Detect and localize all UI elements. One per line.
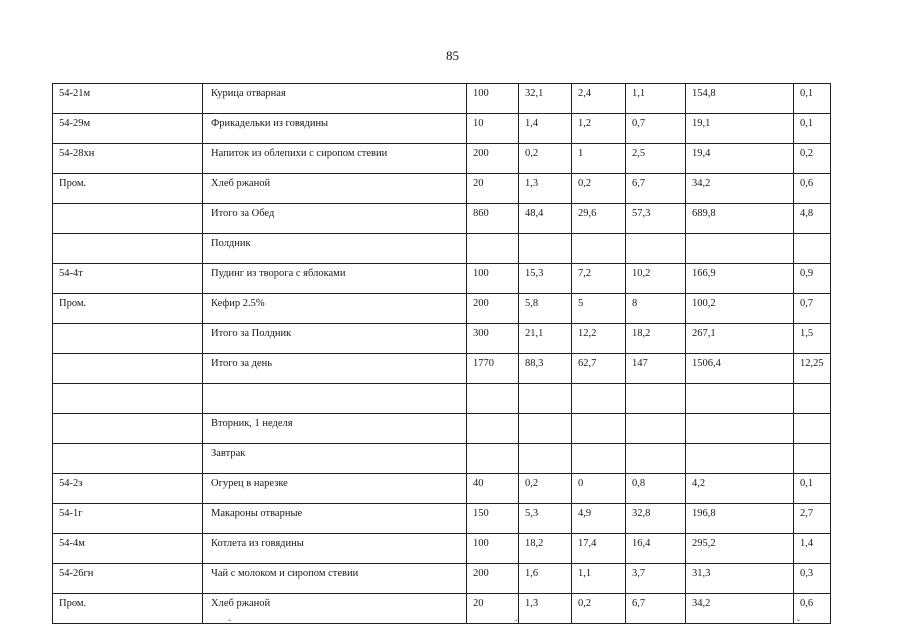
table-row <box>53 594 831 624</box>
cell-dish-name: Напиток из облепихи с сиропом стевии <box>203 144 467 174</box>
cell-quantity: 100 <box>467 534 519 564</box>
cell-carbs: 3,7 <box>626 564 686 594</box>
cell-code: 54-4т <box>53 264 203 294</box>
cell-dish-name: Огурец в нарезке <box>203 474 467 504</box>
cell-energy: 19,1 <box>686 114 794 144</box>
cell-fat: 62,7 <box>572 354 626 384</box>
cell-vitamin <box>794 414 831 444</box>
cell-dish-name: Итого за день <box>203 354 467 384</box>
cell-dish-name: Пудинг из творога с яблоками <box>203 264 467 294</box>
cell-carbs: 1,1 <box>626 84 686 114</box>
cell-vitamin: 0,1 <box>794 84 831 114</box>
cell-fat: 0,2 <box>572 594 626 624</box>
cell-code: 54-26гн <box>53 564 203 594</box>
cell-code <box>53 354 203 384</box>
cell-energy: 19,4 <box>686 144 794 174</box>
cell-code: 54-1г <box>53 504 203 534</box>
cell-dish-name: Котлета из говядины <box>203 534 467 564</box>
cell-carbs: 8 <box>626 294 686 324</box>
cell-energy: 31,3 <box>686 564 794 594</box>
cell-fat <box>572 444 626 474</box>
cell-code: 54-4м <box>53 534 203 564</box>
cell-protein: 15,3 <box>519 264 572 294</box>
table-row <box>53 354 831 384</box>
cell-quantity: 20 <box>467 594 519 624</box>
cell-quantity: 40 <box>467 474 519 504</box>
cell-protein: 1,3 <box>519 594 572 624</box>
cell-protein: 1,3 <box>519 174 572 204</box>
table-row <box>53 444 831 474</box>
cell-protein: 32,1 <box>519 84 572 114</box>
cell-dish-name: Итого за Полдник <box>203 324 467 354</box>
cell-code: 54-2з <box>53 474 203 504</box>
cell-carbs <box>626 444 686 474</box>
cell-vitamin: 0,1 <box>794 114 831 144</box>
cell-vitamin: 2,7 <box>794 504 831 534</box>
cell-energy: 196,8 <box>686 504 794 534</box>
cell-protein: 5,3 <box>519 504 572 534</box>
cell-carbs: 6,7 <box>626 594 686 624</box>
cell-vitamin <box>794 384 831 414</box>
cell-protein: 1,6 <box>519 564 572 594</box>
cell-code <box>53 444 203 474</box>
cell-vitamin: 0,9 <box>794 264 831 294</box>
cell-quantity <box>467 234 519 264</box>
menu-table <box>52 83 831 624</box>
cell-dish-name: Хлеб ржаной <box>203 594 467 624</box>
cell-quantity: 200 <box>467 144 519 174</box>
cell-energy: 154,8 <box>686 84 794 114</box>
cell-protein: 1,4 <box>519 114 572 144</box>
cell-protein: 0,2 <box>519 144 572 174</box>
cell-carbs: 16,4 <box>626 534 686 564</box>
cell-code <box>53 384 203 414</box>
cell-quantity: 300 <box>467 324 519 354</box>
page-number: 85 <box>446 48 459 63</box>
cell-vitamin: 12,25 <box>794 354 831 384</box>
cell-carbs: 0,8 <box>626 474 686 504</box>
cell-energy: 4,2 <box>686 474 794 504</box>
cell-quantity: 860 <box>467 204 519 234</box>
cell-fat: 29,6 <box>572 204 626 234</box>
cell-quantity: 100 <box>467 84 519 114</box>
cell-carbs: 57,3 <box>626 204 686 234</box>
cell-carbs: 32,8 <box>626 504 686 534</box>
cell-carbs <box>626 414 686 444</box>
table-row <box>53 174 831 204</box>
cell-fat <box>572 384 626 414</box>
cell-protein <box>519 384 572 414</box>
cell-protein: 48,4 <box>519 204 572 234</box>
cell-vitamin <box>794 234 831 264</box>
cell-energy <box>686 384 794 414</box>
cell-protein <box>519 234 572 264</box>
scan-mark: ˇ <box>515 618 518 628</box>
cell-fat: 1,1 <box>572 564 626 594</box>
cell-quantity: 200 <box>467 564 519 594</box>
cell-dish-name: Чай с молоком и сиропом стевии <box>203 564 467 594</box>
cell-carbs: 147 <box>626 354 686 384</box>
table-row <box>53 204 831 234</box>
scan-mark: ˇ <box>797 618 800 628</box>
cell-carbs: 18,2 <box>626 324 686 354</box>
cell-energy: 100,2 <box>686 294 794 324</box>
table-row <box>53 504 831 534</box>
cell-dish-name: Кефир 2.5% <box>203 294 467 324</box>
cell-quantity: 20 <box>467 174 519 204</box>
cell-carbs <box>626 234 686 264</box>
table-row <box>53 114 831 144</box>
cell-fat: 12,2 <box>572 324 626 354</box>
cell-energy: 34,2 <box>686 174 794 204</box>
cell-protein <box>519 444 572 474</box>
table-row <box>53 324 831 354</box>
cell-energy: 34,2 <box>686 594 794 624</box>
table-row <box>53 84 831 114</box>
cell-code <box>53 234 203 264</box>
cell-carbs: 0,7 <box>626 114 686 144</box>
cell-dish-name <box>203 384 467 414</box>
cell-dish-name: Курица отварная <box>203 84 467 114</box>
cell-fat: 5 <box>572 294 626 324</box>
cell-carbs <box>626 384 686 414</box>
cell-vitamin: 1,5 <box>794 324 831 354</box>
table-row <box>53 384 831 414</box>
cell-quantity: 100 <box>467 264 519 294</box>
cell-quantity: 1770 <box>467 354 519 384</box>
cell-code: Пром. <box>53 594 203 624</box>
cell-fat <box>572 414 626 444</box>
table-row <box>53 144 831 174</box>
cell-carbs: 10,2 <box>626 264 686 294</box>
cell-code: Пром. <box>53 174 203 204</box>
cell-dish-name: Фрикадельки из говядины <box>203 114 467 144</box>
cell-code <box>53 414 203 444</box>
cell-energy: 1506,4 <box>686 354 794 384</box>
cell-energy: 295,2 <box>686 534 794 564</box>
cell-code: 54-21м <box>53 84 203 114</box>
cell-protein: 5,8 <box>519 294 572 324</box>
cell-protein: 18,2 <box>519 534 572 564</box>
cell-energy <box>686 444 794 474</box>
cell-energy <box>686 234 794 264</box>
cell-code: Пром. <box>53 294 203 324</box>
cell-quantity <box>467 384 519 414</box>
cell-fat: 4,9 <box>572 504 626 534</box>
cell-fat: 7,2 <box>572 264 626 294</box>
cell-quantity: 10 <box>467 114 519 144</box>
cell-quantity <box>467 444 519 474</box>
cell-protein: 88,3 <box>519 354 572 384</box>
cell-dish-name: Макароны отварные <box>203 504 467 534</box>
table-row <box>53 234 831 264</box>
cell-dish-name: Хлеб ржаной <box>203 174 467 204</box>
cell-vitamin: 0,1 <box>794 474 831 504</box>
cell-quantity: 200 <box>467 294 519 324</box>
cell-energy: 166,9 <box>686 264 794 294</box>
cell-fat: 2,4 <box>572 84 626 114</box>
cell-energy: 689,8 <box>686 204 794 234</box>
table-row <box>53 264 831 294</box>
cell-dish-name: Итого за Обед <box>203 204 467 234</box>
cell-fat: 17,4 <box>572 534 626 564</box>
cell-energy: 267,1 <box>686 324 794 354</box>
cell-quantity <box>467 414 519 444</box>
cell-dish-name: Полдник <box>203 234 467 264</box>
cell-code <box>53 324 203 354</box>
cell-dish-name: Вторник, 1 неделя <box>203 414 467 444</box>
cell-vitamin: 0,3 <box>794 564 831 594</box>
cell-protein <box>519 414 572 444</box>
cell-vitamin <box>794 444 831 474</box>
cell-fat <box>572 234 626 264</box>
cell-vitamin: 0,6 <box>794 594 831 624</box>
table-row <box>53 294 831 324</box>
table-row <box>53 564 831 594</box>
cell-fat: 1,2 <box>572 114 626 144</box>
cell-carbs: 2,5 <box>626 144 686 174</box>
cell-fat: 0,2 <box>572 174 626 204</box>
table-row <box>53 534 831 564</box>
cell-protein: 0,2 <box>519 474 572 504</box>
cell-dish-name: Завтрак <box>203 444 467 474</box>
cell-code: 54-28хн <box>53 144 203 174</box>
cell-carbs: 6,7 <box>626 174 686 204</box>
cell-vitamin: 4,8 <box>794 204 831 234</box>
cell-code: 54-29м <box>53 114 203 144</box>
cell-code <box>53 204 203 234</box>
table-row <box>53 474 831 504</box>
cell-vitamin: 1,4 <box>794 534 831 564</box>
cell-vitamin: 0,6 <box>794 174 831 204</box>
table-row <box>53 414 831 444</box>
cell-fat: 1 <box>572 144 626 174</box>
cell-energy <box>686 414 794 444</box>
cell-protein: 21,1 <box>519 324 572 354</box>
cell-fat: 0 <box>572 474 626 504</box>
cell-vitamin: 0,2 <box>794 144 831 174</box>
cell-quantity: 150 <box>467 504 519 534</box>
scan-mark: ˇ <box>228 618 231 628</box>
cell-vitamin: 0,7 <box>794 294 831 324</box>
